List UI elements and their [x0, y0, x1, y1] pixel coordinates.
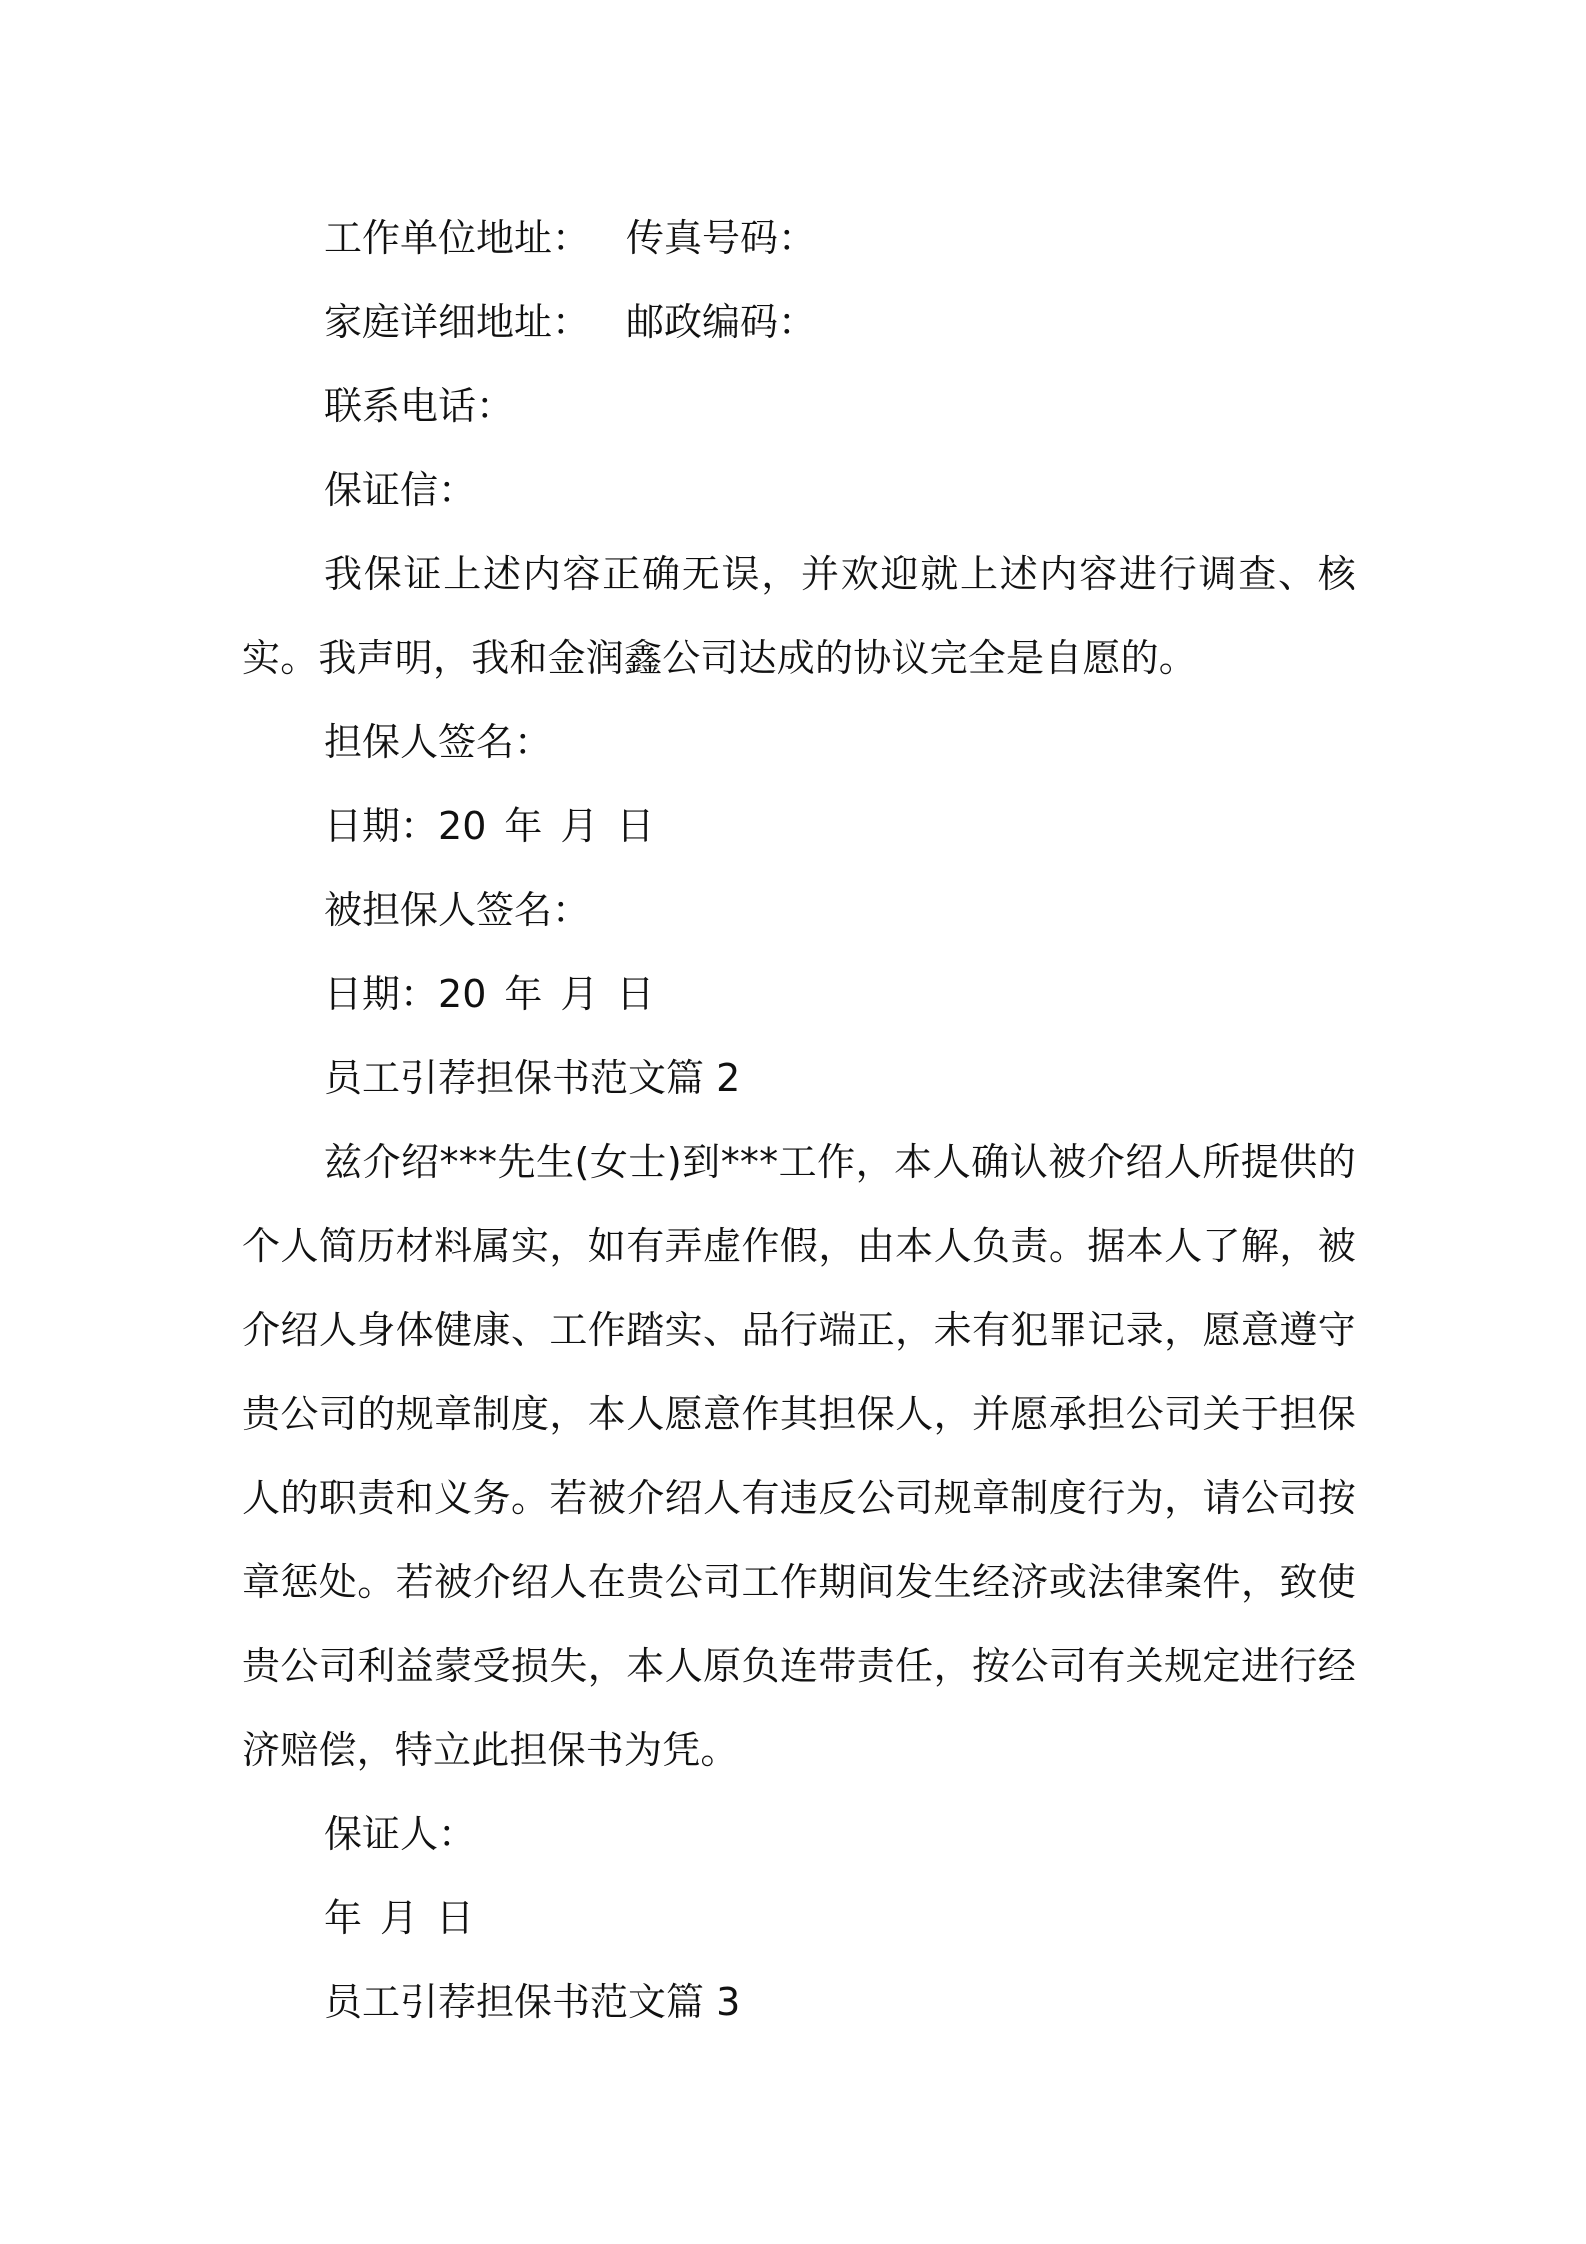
guaranteed-sign-line	[242, 868, 1356, 952]
month-2: 月	[560, 972, 599, 1016]
year-3: 年	[324, 1896, 363, 1940]
phone-line	[242, 364, 1356, 448]
date-line-3	[242, 1876, 1356, 1960]
letter-title	[242, 448, 1356, 532]
section-2-title	[242, 1036, 1356, 1120]
work-address-label: 工作单位地址：	[324, 216, 591, 260]
month-1: 月	[560, 804, 599, 848]
home-address-line	[242, 280, 1356, 364]
section-2-title-text: 员工引荐担保书范文篇 2	[324, 1056, 741, 1100]
month-3: 月	[380, 1896, 419, 1940]
guarantor-label: 保证人：	[324, 1812, 477, 1856]
guaranteed-sign-label: 被担保人签名：	[324, 888, 591, 932]
date-line-2	[242, 952, 1356, 1036]
year-2: 年	[504, 972, 543, 1016]
day-2: 日	[616, 972, 655, 1016]
letter-body: 我保证上述内容正确无误，并欢迎就上述内容进行调查、核实。我声明，我和金润鑫公司达成的协议完全是自愿的。	[242, 552, 1356, 680]
day-1: 日	[616, 804, 655, 848]
fax-label: 传真号码：	[626, 216, 817, 260]
day-3: 日	[436, 1896, 475, 1940]
home-address-label: 家庭详细地址：	[324, 300, 591, 344]
date-value-1: 20	[438, 804, 487, 848]
postcode-label: 邮政编码：	[626, 300, 817, 344]
date-label-2: 日期：	[324, 972, 439, 1016]
guarantor-sign-label: 担保人签名：	[324, 720, 553, 764]
letter-title-text: 保证信：	[324, 468, 477, 512]
date-line-1	[242, 784, 1356, 868]
phone-label: 联系电话：	[324, 384, 515, 428]
guarantor-line	[242, 1792, 1356, 1876]
section-2-body: 兹介绍***先生(女士)到***工作，本人确认被介绍人所提供的个人简历材料属实，如有弄虚作假，由本人负责。据本人了解，被介绍人身体健康、工作踏实、品行端正，未有犯罪记录，愿意遵守贵公司的规章制度，本人愿意作其担保人，并愿承担公司关于担保人的职责和义务。若被介绍人有违反公司规章制度行为，请公司按章惩处。若被介绍人在贵公司工作期间发生经济或法律案件，致使贵公司利益蒙受损失，本人原负连带责任，按公司有关规定进行经济赔偿，特立此担保书为凭。	[242, 1140, 1356, 1772]
section-3-title	[242, 1960, 1356, 2044]
section-3-title-text: 员工引荐担保书范文篇 3	[324, 1980, 741, 2024]
document-content	[242, 196, 1356, 2044]
year-1: 年	[504, 804, 543, 848]
guarantor-sign-line	[242, 700, 1356, 784]
date-label-1: 日期：	[324, 804, 439, 848]
work-address-line	[242, 196, 1356, 280]
date-value-2: 20	[438, 972, 487, 1016]
